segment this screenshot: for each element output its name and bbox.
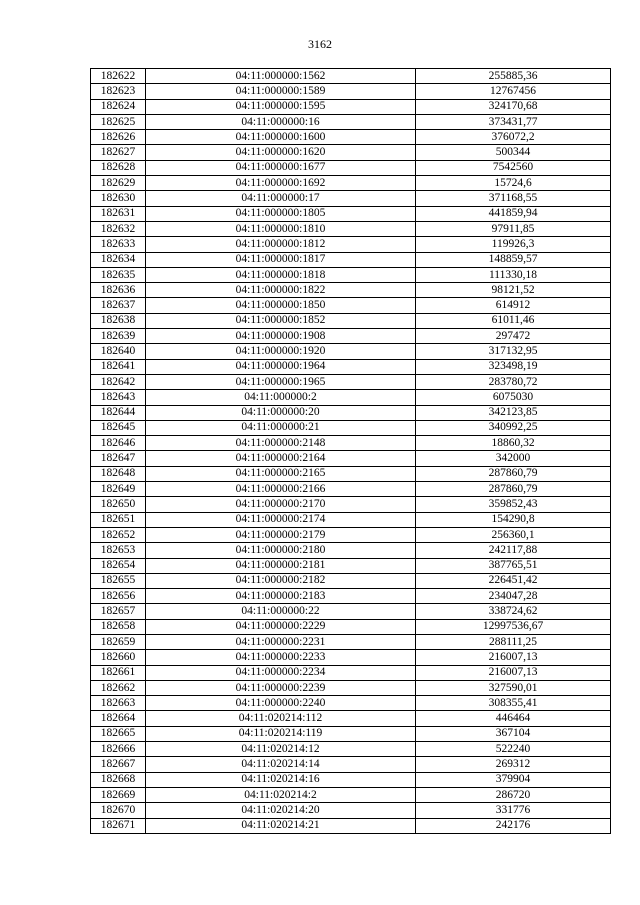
value-cell: 288111,25	[416, 634, 611, 649]
cadastral-number-cell: 04:11:000000:2164	[146, 451, 416, 466]
row-number-cell: 182634	[91, 252, 146, 267]
cadastral-number-cell: 04:11:000000:2234	[146, 665, 416, 680]
value-cell: 387765,51	[416, 558, 611, 573]
cadastral-number-cell: 04:11:000000:1818	[146, 267, 416, 282]
row-number-cell: 182646	[91, 436, 146, 451]
cadastral-number-cell: 04:11:000000:22	[146, 604, 416, 619]
row-number-cell: 182652	[91, 527, 146, 542]
value-cell: 286720	[416, 787, 611, 802]
table-row	[91, 374, 611, 389]
table-row	[91, 726, 611, 741]
row-number-cell: 182661	[91, 665, 146, 680]
value-cell: 7542560	[416, 160, 611, 175]
table-row	[91, 619, 611, 634]
value-cell: 614912	[416, 298, 611, 313]
table-row	[91, 84, 611, 99]
row-number-cell: 182660	[91, 650, 146, 665]
table-row	[91, 283, 611, 298]
cadastral-number-cell: 04:11:000000:1805	[146, 206, 416, 221]
table-row	[91, 313, 611, 328]
value-cell: 379904	[416, 772, 611, 787]
table-row	[91, 589, 611, 604]
cadastral-number-cell: 04:11:000000:2240	[146, 696, 416, 711]
table-row	[91, 420, 611, 435]
value-cell: 242176	[416, 818, 611, 833]
table-row	[91, 634, 611, 649]
row-number-cell: 182638	[91, 313, 146, 328]
row-number-cell: 182637	[91, 298, 146, 313]
value-cell: 287860,79	[416, 482, 611, 497]
value-cell: 297472	[416, 329, 611, 344]
value-cell: 359852,43	[416, 497, 611, 512]
value-cell: 242117,88	[416, 543, 611, 558]
row-number-cell: 182622	[91, 69, 146, 84]
table-row	[91, 252, 611, 267]
row-number-cell: 182658	[91, 619, 146, 634]
table-row	[91, 466, 611, 481]
cadastral-number-cell: 04:11:000000:1600	[146, 130, 416, 145]
row-number-cell: 182631	[91, 206, 146, 221]
row-number-cell: 182642	[91, 374, 146, 389]
cadastral-number-cell: 04:11:000000:2174	[146, 512, 416, 527]
value-cell: 373431,77	[416, 114, 611, 129]
cadastral-number-cell: 04:11:020214:12	[146, 742, 416, 757]
value-cell: 18860,32	[416, 436, 611, 451]
cadastral-number-cell: 04:11:000000:2	[146, 390, 416, 405]
cadastral-number-cell: 04:11:000000:1812	[146, 237, 416, 252]
value-cell: 216007,13	[416, 665, 611, 680]
row-number-cell: 182623	[91, 84, 146, 99]
cadastral-number-cell: 04:11:000000:2182	[146, 573, 416, 588]
cadastral-number-cell: 04:11:000000:2183	[146, 589, 416, 604]
registry-table	[90, 68, 611, 834]
table-row	[91, 329, 611, 344]
table-row	[91, 298, 611, 313]
value-cell: 119926,3	[416, 237, 611, 252]
value-cell: 342123,85	[416, 405, 611, 420]
cadastral-number-cell: 04:11:000000:1589	[146, 84, 416, 99]
cadastral-number-cell: 04:11:000000:1920	[146, 344, 416, 359]
row-number-cell: 182670	[91, 803, 146, 818]
value-cell: 97911,85	[416, 221, 611, 236]
row-number-cell: 182632	[91, 221, 146, 236]
table-row	[91, 497, 611, 512]
value-cell: 342000	[416, 451, 611, 466]
cadastral-number-cell: 04:11:000000:1850	[146, 298, 416, 313]
cadastral-number-cell: 04:11:000000:21	[146, 420, 416, 435]
table-row	[91, 344, 611, 359]
cadastral-number-cell: 04:11:020214:2	[146, 787, 416, 802]
row-number-cell: 182656	[91, 589, 146, 604]
table-row	[91, 558, 611, 573]
value-cell: 287860,79	[416, 466, 611, 481]
cadastral-number-cell: 04:11:000000:2233	[146, 650, 416, 665]
row-number-cell: 182641	[91, 359, 146, 374]
cadastral-number-cell: 04:11:000000:1964	[146, 359, 416, 374]
table-row	[91, 527, 611, 542]
row-number-cell: 182665	[91, 726, 146, 741]
cadastral-number-cell: 04:11:000000:1692	[146, 176, 416, 191]
value-cell: 12767456	[416, 84, 611, 99]
table-row	[91, 665, 611, 680]
table-row	[91, 221, 611, 236]
row-number-cell: 182639	[91, 329, 146, 344]
cadastral-number-cell: 04:11:000000:1908	[146, 329, 416, 344]
cadastral-number-cell: 04:11:020214:14	[146, 757, 416, 772]
table-row	[91, 711, 611, 726]
table-row	[91, 803, 611, 818]
table-row	[91, 451, 611, 466]
value-cell: 283780,72	[416, 374, 611, 389]
row-number-cell: 182659	[91, 634, 146, 649]
row-number-cell: 182636	[91, 283, 146, 298]
value-cell: 6075030	[416, 390, 611, 405]
value-cell: 15724,6	[416, 176, 611, 191]
cadastral-number-cell: 04:11:000000:1810	[146, 221, 416, 236]
value-cell: 367104	[416, 726, 611, 741]
row-number-cell: 182648	[91, 466, 146, 481]
row-number-cell: 182662	[91, 680, 146, 695]
cadastral-number-cell: 04:11:000000:1852	[146, 313, 416, 328]
cadastral-number-cell: 04:11:000000:1595	[146, 99, 416, 114]
row-number-cell: 182635	[91, 267, 146, 282]
value-cell: 256360,1	[416, 527, 611, 542]
table-row	[91, 650, 611, 665]
row-number-cell: 182666	[91, 742, 146, 757]
row-number-cell: 182643	[91, 390, 146, 405]
table-row	[91, 512, 611, 527]
row-number-cell: 182624	[91, 99, 146, 114]
value-cell: 98121,52	[416, 283, 611, 298]
row-number-cell: 182664	[91, 711, 146, 726]
row-number-cell: 182650	[91, 497, 146, 512]
row-number-cell: 182630	[91, 191, 146, 206]
value-cell: 338724,62	[416, 604, 611, 619]
value-cell: 441859,94	[416, 206, 611, 221]
value-cell: 216007,13	[416, 650, 611, 665]
value-cell: 111330,18	[416, 267, 611, 282]
row-number-cell: 182668	[91, 772, 146, 787]
row-number-cell: 182640	[91, 344, 146, 359]
row-number-cell: 182647	[91, 451, 146, 466]
cadastral-number-cell: 04:11:000000:1817	[146, 252, 416, 267]
row-number-cell: 182654	[91, 558, 146, 573]
table-row	[91, 604, 611, 619]
cadastral-number-cell: 04:11:000000:1677	[146, 160, 416, 175]
cadastral-number-cell: 04:11:000000:1562	[146, 69, 416, 84]
value-cell: 61011,46	[416, 313, 611, 328]
table-row	[91, 757, 611, 772]
row-number-cell: 182627	[91, 145, 146, 160]
cadastral-number-cell: 04:11:020214:21	[146, 818, 416, 833]
row-number-cell: 182626	[91, 130, 146, 145]
row-number-cell: 182657	[91, 604, 146, 619]
table-row	[91, 237, 611, 252]
table-row	[91, 482, 611, 497]
value-cell: 234047,28	[416, 589, 611, 604]
table-row	[91, 99, 611, 114]
page-number: 3162	[308, 37, 332, 51]
value-cell: 340992,25	[416, 420, 611, 435]
value-cell: 154290,8	[416, 512, 611, 527]
table-row	[91, 267, 611, 282]
row-number-cell: 182669	[91, 787, 146, 802]
table-row	[91, 680, 611, 695]
table-row	[91, 145, 611, 160]
table-row	[91, 176, 611, 191]
cadastral-number-cell: 04:11:020214:112	[146, 711, 416, 726]
row-number-cell: 182653	[91, 543, 146, 558]
cadastral-number-cell: 04:11:000000:20	[146, 405, 416, 420]
cadastral-number-cell: 04:11:000000:1965	[146, 374, 416, 389]
table-row	[91, 69, 611, 84]
row-number-cell: 182629	[91, 176, 146, 191]
value-cell: 255885,36	[416, 69, 611, 84]
value-cell: 327590,01	[416, 680, 611, 695]
registry-table-body	[91, 69, 611, 834]
cadastral-number-cell: 04:11:000000:17	[146, 191, 416, 206]
value-cell: 500344	[416, 145, 611, 160]
row-number-cell: 182645	[91, 420, 146, 435]
table-row	[91, 405, 611, 420]
cadastral-number-cell: 04:11:000000:1620	[146, 145, 416, 160]
cadastral-number-cell: 04:11:020214:16	[146, 772, 416, 787]
value-cell: 376072,2	[416, 130, 611, 145]
table-row	[91, 573, 611, 588]
table-row	[91, 114, 611, 129]
value-cell: 522240	[416, 742, 611, 757]
table-row	[91, 390, 611, 405]
cadastral-number-cell: 04:11:000000:2229	[146, 619, 416, 634]
value-cell: 12997536,67	[416, 619, 611, 634]
table-row	[91, 772, 611, 787]
row-number-cell: 182671	[91, 818, 146, 833]
value-cell: 317132,95	[416, 344, 611, 359]
row-number-cell: 182628	[91, 160, 146, 175]
table-row	[91, 818, 611, 833]
table-row	[91, 436, 611, 451]
cadastral-number-cell: 04:11:000000:2170	[146, 497, 416, 512]
cadastral-number-cell: 04:11:000000:2179	[146, 527, 416, 542]
value-cell: 446464	[416, 711, 611, 726]
value-cell: 371168,55	[416, 191, 611, 206]
cadastral-number-cell: 04:11:020214:20	[146, 803, 416, 818]
cadastral-number-cell: 04:11:000000:2165	[146, 466, 416, 481]
table-row	[91, 130, 611, 145]
cadastral-number-cell: 04:11:000000:2148	[146, 436, 416, 451]
value-cell: 226451,42	[416, 573, 611, 588]
table-row	[91, 696, 611, 711]
table-row	[91, 787, 611, 802]
table-row	[91, 191, 611, 206]
value-cell: 308355,41	[416, 696, 611, 711]
cadastral-number-cell: 04:11:000000:2231	[146, 634, 416, 649]
cadastral-number-cell: 04:11:000000:2180	[146, 543, 416, 558]
row-number-cell: 182655	[91, 573, 146, 588]
row-number-cell: 182667	[91, 757, 146, 772]
table-row	[91, 742, 611, 757]
cadastral-number-cell: 04:11:000000:2166	[146, 482, 416, 497]
table-row	[91, 160, 611, 175]
value-cell: 148859,57	[416, 252, 611, 267]
cadastral-number-cell: 04:11:020214:119	[146, 726, 416, 741]
row-number-cell: 182649	[91, 482, 146, 497]
cadastral-number-cell: 04:11:000000:2239	[146, 680, 416, 695]
row-number-cell: 182651	[91, 512, 146, 527]
row-number-cell: 182644	[91, 405, 146, 420]
cadastral-number-cell: 04:11:000000:2181	[146, 558, 416, 573]
value-cell: 269312	[416, 757, 611, 772]
table-row	[91, 206, 611, 221]
table-row	[91, 359, 611, 374]
row-number-cell: 182633	[91, 237, 146, 252]
value-cell: 323498,19	[416, 359, 611, 374]
value-cell: 324170,68	[416, 99, 611, 114]
value-cell: 331776	[416, 803, 611, 818]
cadastral-number-cell: 04:11:000000:16	[146, 114, 416, 129]
row-number-cell: 182625	[91, 114, 146, 129]
table-row	[91, 543, 611, 558]
row-number-cell: 182663	[91, 696, 146, 711]
cadastral-number-cell: 04:11:000000:1822	[146, 283, 416, 298]
